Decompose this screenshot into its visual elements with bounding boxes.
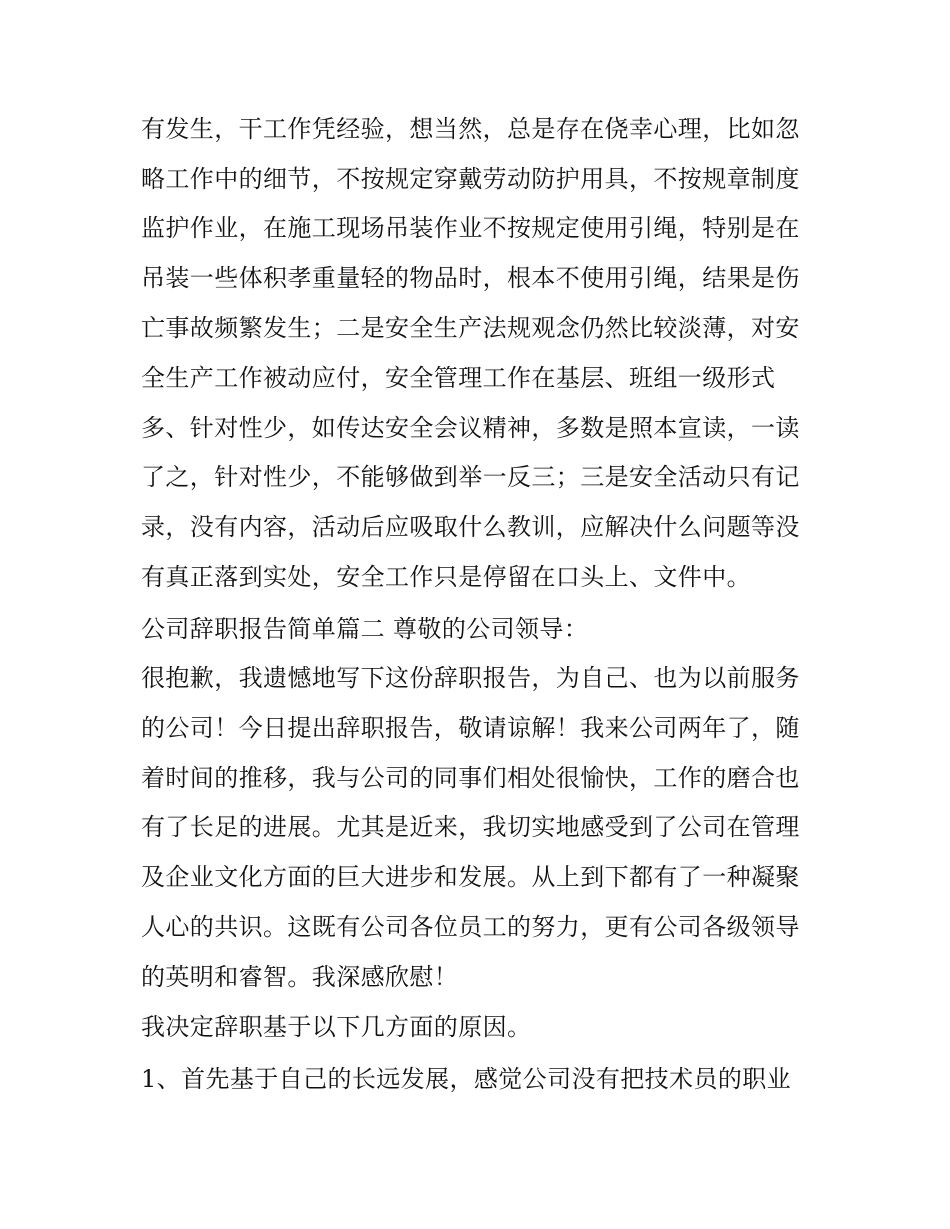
text-line: 录，没有内容，活动后应吸取什么教训，应解决什么问题等没 — [141, 513, 800, 541]
section-heading: 公司辞职报告简单篇二 尊敬的公司领导： — [141, 615, 589, 643]
text-line: 很抱歉，我遗憾地写下这份辞职报告，为自己、也为以前服务 — [141, 664, 800, 692]
text-line: 有了长足的进展。尤其是近来，我切实地感受到了公司在管理 — [141, 813, 800, 841]
text-line: 及企业文化方面的巨大进步和发展。从上到下都有了一种凝聚 — [141, 863, 800, 891]
text-line: 亡事故频繁发生；二是安全生产法规观念仍然比较淡薄，对安 — [141, 314, 800, 342]
text-line: 监护作业，在施工现场吊装作业不按规定使用引绳，特别是在 — [141, 214, 800, 242]
text-line: 我决定辞职基于以下几方面的原因。 — [141, 1013, 532, 1041]
text-line: 多、针对性少，如传达安全会议精神，多数是照本宣读，一读 — [141, 414, 800, 442]
text-line: 着时间的推移，我与公司的同事们相处很愉快，工作的磨合也 — [141, 764, 800, 792]
text-line: 的英明和睿智。我深感欣慰！ — [141, 963, 459, 991]
text-line: 有真正落到实处，安全工作只是停留在口头上、文件中。 — [141, 563, 751, 591]
text-line: 有发生，干工作凭经验，想当然，总是存在侥幸心理，比如忽 — [141, 115, 800, 143]
text-line: 略工作中的细节，不按规定穿戴劳动防护用具，不按规章制度 — [141, 165, 800, 193]
text-line: 了之，针对性少，不能够做到举一反三；三是安全活动只有记 — [141, 463, 800, 491]
list-item: 1、首先基于自己的长远发展，感觉公司没有把技术员的职业 — [141, 1065, 792, 1093]
text-line: 全生产工作被动应付，安全管理工作在基层、班组一级形式 — [141, 364, 776, 392]
text-line: 人心的共识。这既有公司各位员工的努力，更有公司各级领导 — [141, 913, 800, 941]
text-line: 的公司！今日提出辞职报告，敬请谅解！我来公司两年了，随 — [141, 714, 800, 742]
text-line: 吊装一些体积孝重量轻的物品时，根本不使用引绳，结果是伤 — [141, 264, 800, 292]
